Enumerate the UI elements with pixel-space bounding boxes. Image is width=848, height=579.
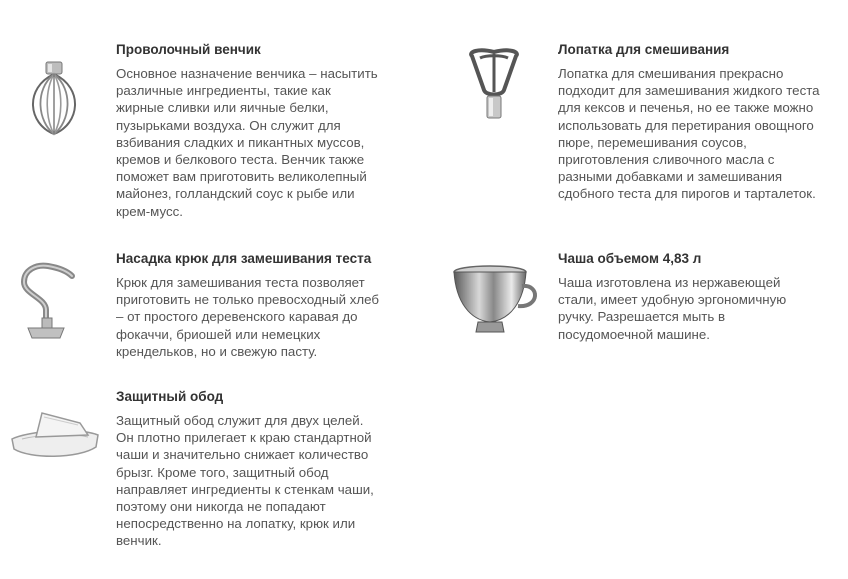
feature-description: Крюк для замешивания теста позволяет приготовить не только превосходный хлеб – от простого деревенского каравая до фокаччи, бриошей или немецких кренделькoв, но и свежую пасту.	[116, 275, 380, 359]
feature-description: Чаша изготовлена из нержавеющей стали, имеет удобную эргономичную ручку. Разрешается мыть в посудомоечной машине.	[558, 275, 787, 342]
pouring-shield-icon	[8, 405, 104, 467]
feature-description: Лопатка для смешивания прекрасно подходит для замешивания жидкого теста для кексов и печенья, но ее также можно использовать для перетирания овощного пюре, перемешивания соусов, приготовления сливочного масла с разными добавками и замешивания сдобного теста для пирогов и тарталеток.	[558, 66, 820, 202]
flat-beater-icon	[458, 44, 530, 126]
wire-whip-image	[18, 58, 90, 138]
feature-wire-whip	[116, 41, 416, 220]
flat-beater-image	[458, 44, 530, 126]
feature-mixing-bowl	[558, 250, 843, 343]
feature-flat-beater	[558, 41, 843, 203]
feature-dough-hook	[116, 250, 416, 360]
feature-title: Насадка крюк для замешивания теста	[116, 251, 372, 266]
pouring-shield-image	[8, 405, 104, 467]
feature-title: Лопатка для смешивания	[558, 42, 730, 57]
dough-hook-icon	[16, 258, 80, 344]
feature-description: Защитный обод служит для двух целей. Он плотно прилегает к краю стандартной чаши и значительно снижает количество брызг. Кроме того, защитный обод направляет ингредиенты к стенкам чаши, поэтому они никогда не попадают непосредственно на лопатку, крюк или венчик.	[116, 413, 374, 549]
mixing-bowl-icon	[450, 262, 542, 340]
mixing-bowl-image	[450, 262, 542, 340]
feature-description: Основное назначение венчика – насытить различные ингредиенты, такие как жирные сливки или яичные белки, пузырьками воздуха. Он служит для взбивания сладких и пикантных муссов, кремов и белкового теста. Венчик также поможет вам приготовить великолепный майонез, голландский соус к рыбе или крем-мусс.	[116, 66, 378, 219]
dough-hook-image	[16, 258, 80, 344]
feature-title: Проволочный венчик	[116, 42, 261, 57]
feature-title: Защитный обод	[116, 389, 224, 404]
wire-whip-icon	[18, 58, 90, 138]
feature-title: Чаша объемом 4,83 л	[558, 251, 702, 266]
feature-pouring-shield	[116, 388, 416, 550]
